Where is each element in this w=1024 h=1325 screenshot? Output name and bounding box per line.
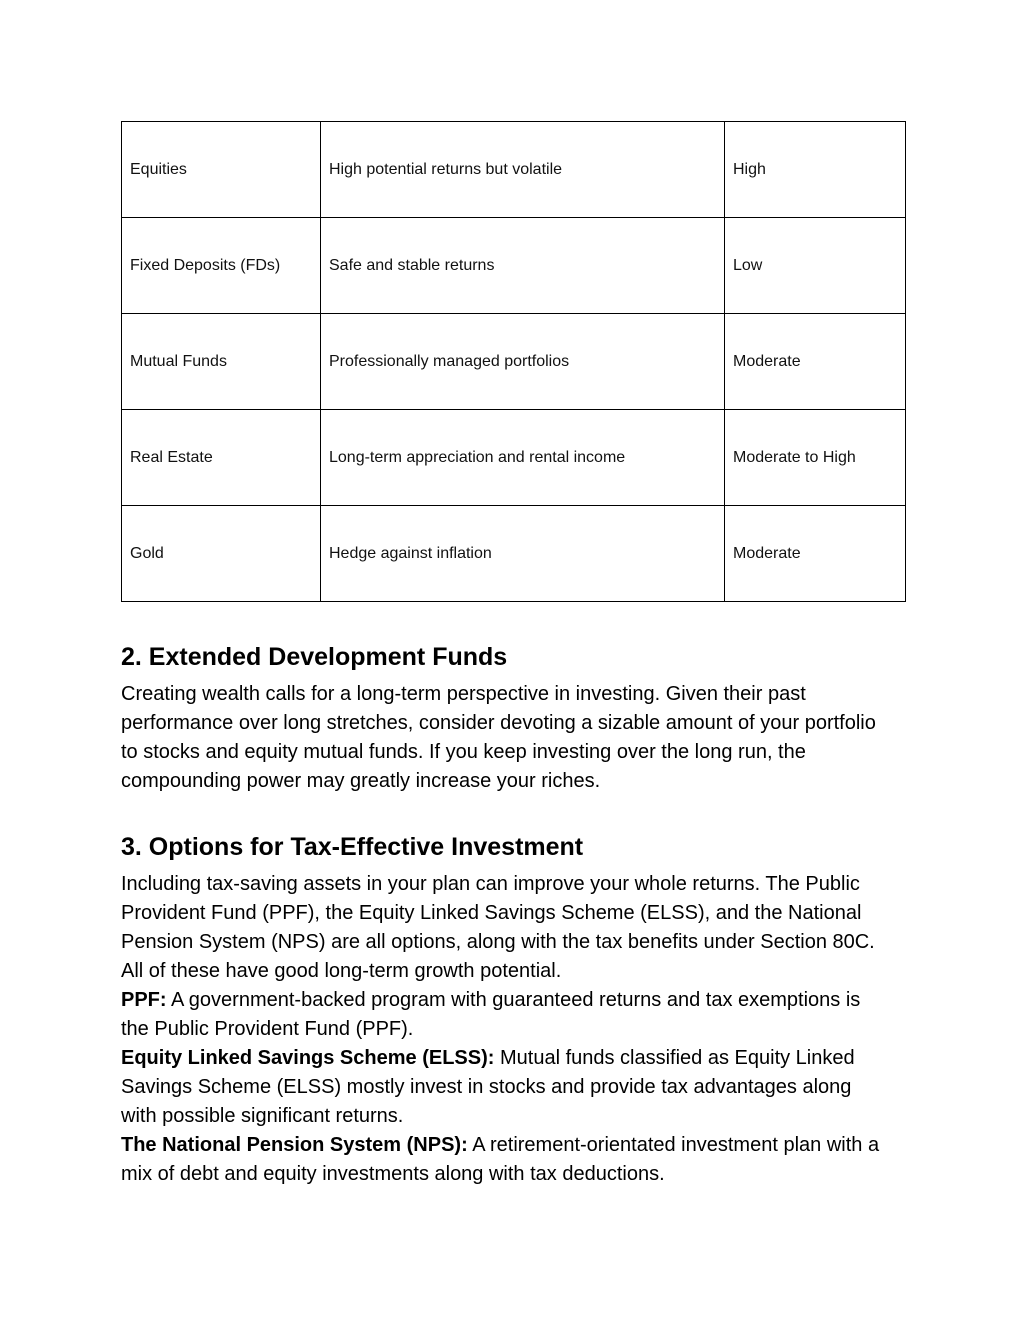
list-item-elss bbox=[121, 1044, 891, 1131]
section-heading: 2. Extended Development Funds bbox=[121, 643, 508, 671]
term-label: Equity Linked Savings Scheme (ELSS): bbox=[121, 1047, 495, 1069]
asset-cell: Real Estate bbox=[122, 410, 321, 506]
section-body: Creating wealth calls for a long-term perspective in investing. Given their past performance over long stretches, consider devoting a sizable amount of your portfolio to stocks and equity mutual funds. If you keep investing over the long run, the compounding power may greatly increase your riches. bbox=[121, 683, 876, 792]
term-label: PPF: bbox=[121, 989, 167, 1011]
asset-cell: Fixed Deposits (FDs) bbox=[122, 218, 321, 314]
term-label: The National Pension System (NPS): bbox=[121, 1134, 468, 1156]
risk-cell: Moderate to High bbox=[725, 410, 906, 506]
risk-cell: Low bbox=[725, 218, 906, 314]
term-description: A government-backed program with guaranteed returns and tax exemptions is the Public Provident Fund (PPF). bbox=[121, 989, 861, 1040]
table-row bbox=[122, 314, 906, 410]
description-cell: Hedge against inflation bbox=[321, 506, 725, 602]
section-intro: Including tax-saving assets in your plan can improve your whole returns. The Public Provident Fund (PPF), the Equity Linked Savings Scheme (ELSS), and the National Pension System (NPS) are all options, along with the tax benefits under Section 80C. All of these have good long-term growth potential. bbox=[121, 873, 875, 982]
investment-options-table bbox=[121, 121, 906, 602]
description-cell: Professionally managed portfolios bbox=[321, 314, 725, 410]
list-item-nps bbox=[121, 1131, 891, 1189]
section-tax-effective-investment bbox=[121, 830, 891, 1189]
section-extended-development-funds bbox=[121, 640, 891, 796]
list-item-ppf bbox=[121, 986, 891, 1044]
table-row bbox=[122, 122, 906, 218]
risk-cell: Moderate bbox=[725, 314, 906, 410]
table-row bbox=[122, 410, 906, 506]
risk-cell: Moderate bbox=[725, 506, 906, 602]
description-cell: Safe and stable returns bbox=[321, 218, 725, 314]
table-row bbox=[122, 218, 906, 314]
term-description: A retirement-orientated investment plan with a mix of debt and equity investments along with tax deductions. bbox=[121, 1134, 880, 1185]
description-cell: Long-term appreciation and rental income bbox=[321, 410, 725, 506]
asset-cell: Mutual Funds bbox=[122, 314, 321, 410]
table-row bbox=[122, 506, 906, 602]
description-cell: High potential returns but volatile bbox=[321, 122, 725, 218]
section-heading: 3. Options for Tax-Effective Investment bbox=[121, 833, 584, 861]
asset-cell: Equities bbox=[122, 122, 321, 218]
asset-cell: Gold bbox=[122, 506, 321, 602]
term-description: Mutual funds classified as Equity Linked Savings Scheme (ELSS) mostly invest in stocks and provide tax advantages along with possible significant returns. bbox=[121, 1047, 855, 1127]
risk-cell: High bbox=[725, 122, 906, 218]
